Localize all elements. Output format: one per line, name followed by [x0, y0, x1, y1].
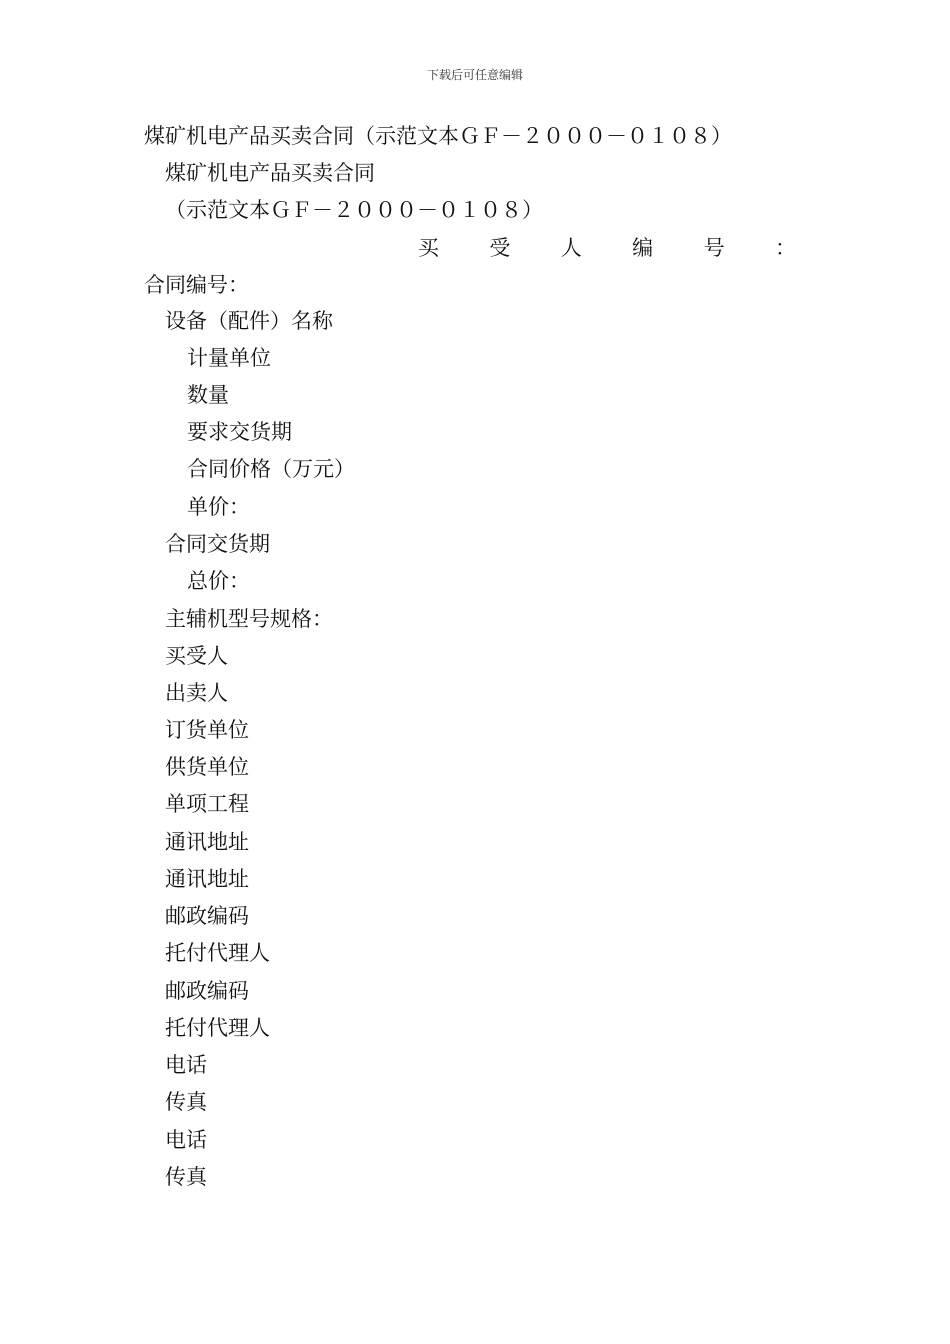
- buyer-label: 买受人: [165, 644, 228, 668]
- single-project-label: 单项工程: [165, 792, 249, 816]
- postcode-label: 邮政编码: [165, 979, 249, 1003]
- document-title: 煤矿机电产品买卖合同（示范文本ＧＦ－２０００－０１０８）: [144, 124, 732, 148]
- contract-delivery-label: 合同交货期: [165, 532, 270, 556]
- buyer-number-char: 编: [632, 236, 654, 260]
- quantity-label: 数量: [187, 383, 229, 407]
- agent-label: 托付代理人: [165, 1016, 270, 1040]
- required-delivery-label: 要求交货期: [187, 420, 292, 444]
- buyer-number-char: 号: [703, 236, 725, 260]
- ordering-unit-label: 订货单位: [165, 718, 249, 742]
- contract-subtitle: 煤矿机电产品买卖合同: [165, 161, 375, 185]
- model-spec-label: 主辅机型号规格：: [165, 607, 333, 631]
- contract-number-label: 合同编号：: [144, 273, 249, 297]
- contract-code: （示范文本ＧＦ－２０００－０１０８）: [165, 198, 543, 222]
- buyer-number-char: 人: [560, 236, 582, 260]
- fax-label: 传真: [165, 1165, 207, 1189]
- phone-label: 电话: [165, 1053, 207, 1077]
- agent-label: 托付代理人: [165, 941, 270, 965]
- buyer-number-char: 受: [489, 236, 511, 260]
- seller-label: 出卖人: [165, 681, 228, 705]
- supplying-unit-label: 供货单位: [165, 755, 249, 779]
- equipment-name-label: 设备（配件）名称: [165, 309, 333, 333]
- address-label: 通讯地址: [165, 867, 249, 891]
- contract-price-label: 合同价格（万元）: [187, 457, 355, 481]
- unit-label: 计量单位: [187, 346, 271, 370]
- fax-label: 传真: [165, 1090, 207, 1114]
- phone-label: 电话: [165, 1128, 207, 1152]
- buyer-number-char: 买: [418, 236, 439, 260]
- total-price-label: 总价：: [187, 569, 250, 593]
- unit-price-label: 单价：: [187, 495, 250, 519]
- buyer-number-char: ：: [774, 236, 796, 260]
- address-label: 通讯地址: [165, 830, 249, 854]
- buyer-number-label: [418, 238, 796, 259]
- postcode-label: 邮政编码: [165, 904, 249, 928]
- page-header: 下载后可任意编辑: [426, 68, 523, 82]
